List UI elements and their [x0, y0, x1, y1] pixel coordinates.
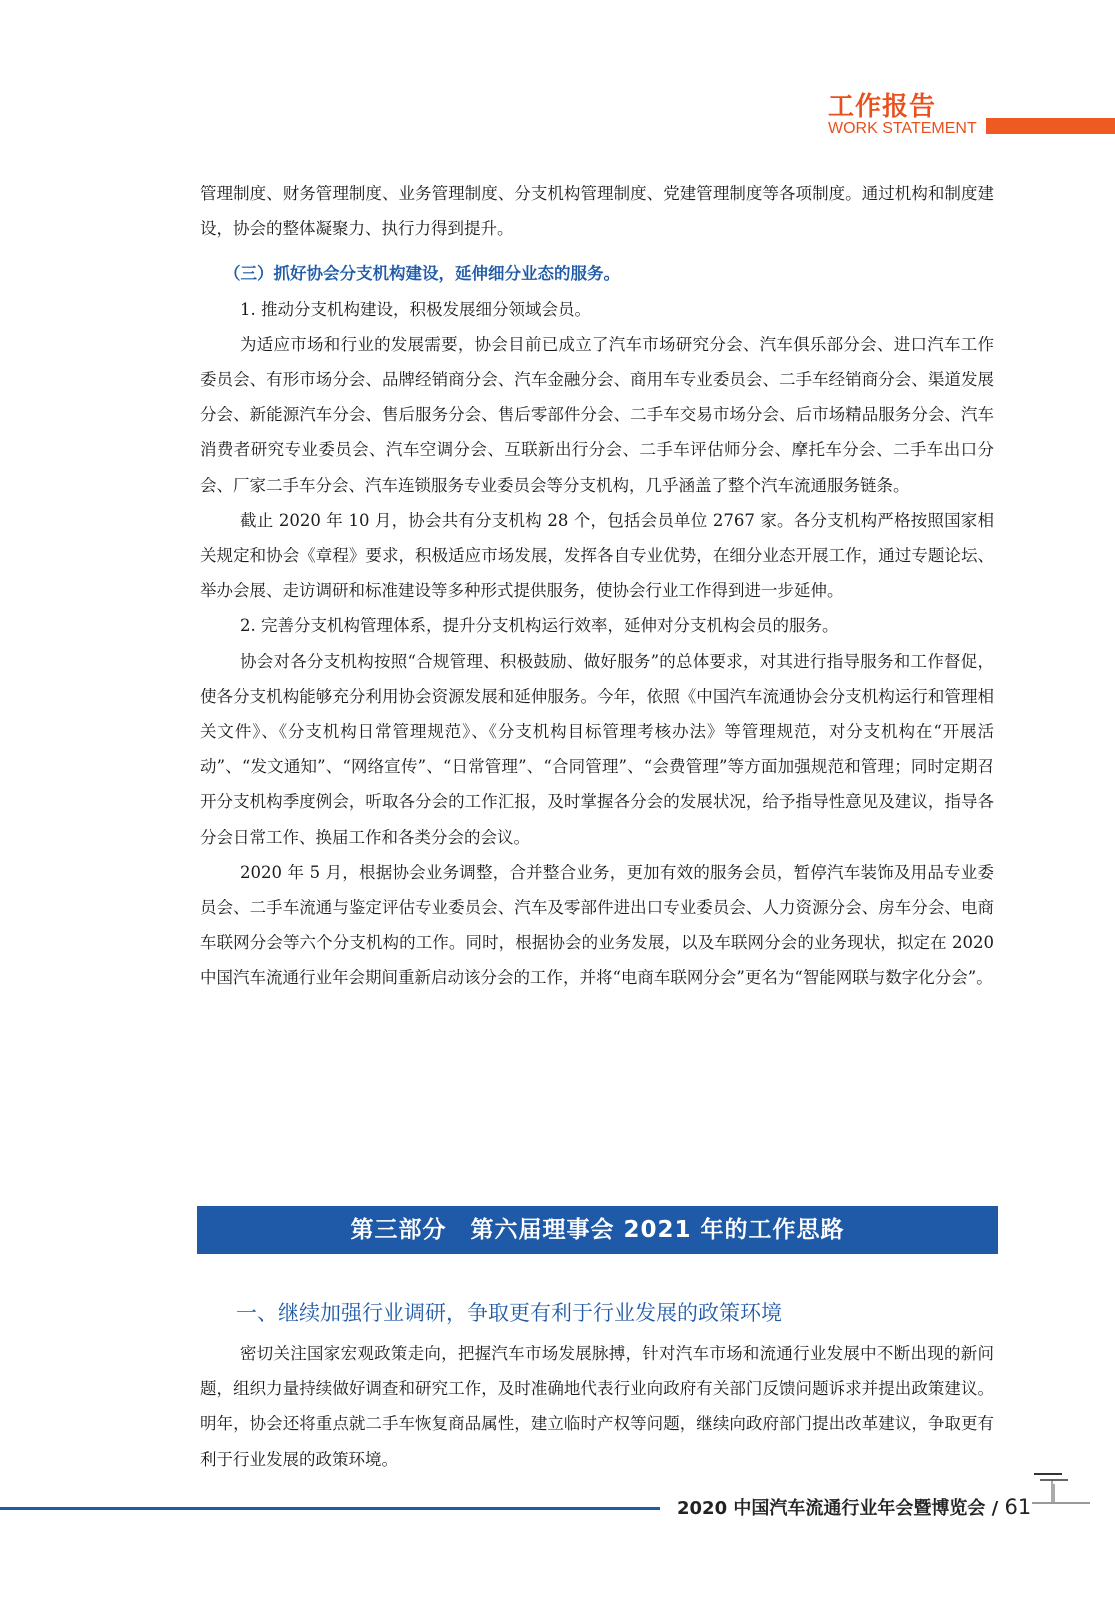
- part-three-banner: 第三部分 第六届理事会 2021 年的工作思路: [197, 1206, 998, 1254]
- body-text-section: [200, 176, 994, 996]
- paragraph-continuation: 管理制度、财务管理制度、业务管理制度、分支机构管理制度、党建管理制度等各项制度。通过机构和制度建设，协会的整体凝聚力、执行力得到提升。: [200, 184, 994, 239]
- page-number: 61: [1004, 1495, 1032, 1519]
- paragraph-adjustment: 2020 年 5 月，根据协会业务调整，合并整合业务，更加有效的服务会员，暂停汽车装饰及用品专业委员会、二手车流通与鉴定评估专业委员会、汽车及零部件进出口专业委员会、人力资源分会、房车分会、电商车联网分会等六个分支机构的工作。同时，根据协会的业务发展，以及车联网分会的业务现状，拟定在 2020 中国汽车流通行业年会期间重新启动该分会的工作，并将“电商车联网分会”更名为“智能网联与数字化分会”。: [200, 862, 994, 988]
- part-three-section: [200, 1294, 994, 1477]
- paragraph-management: 协会对各分支机构按照“合规管理、积极鼓励、做好服务”的总体要求，对其进行指导服务和工作督促，使各分支机构能够充分利用协会资源发展和延伸服务。今年，依照《中国汽车流通协会分支机构运行和管理相关文件》、《分支机构日常管理规范》、《分支机构目标管理考核办法》等管理规范，对分支机构在“开展活动”、“发文通知”、“网络宣传”、“日常管理”、“合同管理”、“会费管理”等方面加强规范和管理；同时定期召开分支机构季度例会，听取各分会的工作汇报，及时掌握各分会的发展状况，给予指导性意见及建议，指导各分会日常工作、换届工作和各类分会的会议。: [200, 651, 994, 847]
- header-subtitle: WORK STATEMENT: [828, 120, 977, 137]
- footer-title: 2020 中国汽车流通行业年会暨博览会: [677, 1498, 986, 1519]
- section-three-heading: （三）抓好协会分支机构建设，延伸细分业态的服务。: [224, 264, 620, 284]
- section-one-heading: 一、继续加强行业调研，争取更有利于行业发展的政策环境: [236, 1301, 782, 1325]
- footer: [677, 1494, 1031, 1520]
- footer-rule: [0, 1507, 660, 1510]
- paragraph-branches-list: 为适应市场和行业的发展需要，协会目前已成立了汽车市场研究分会、汽车俱乐部分会、进口汽车工作委员会、有形市场分会、品牌经销商分会、汽车金融分会、商用车专业委员会、二手车经销商分会、渠道发展分会、新能源汽车分会、售后服务分会、售后零部件分会、二手车交易市场分会、后市场精品服务分会、汽车消费者研究专业委员会、汽车空调分会、互联新出行分会、二手车评估师分会、摩托车分会、二手车出口分会、厂家二手车分会、汽车连锁服务专业委员会等分支机构，几乎涵盖了整个汽车流通服务链条。: [200, 334, 994, 495]
- paragraph-policy-research: 密切关注国家宏观政策走向，把握汽车市场发展脉搏，针对汽车市场和流通行业发展中不断出现的新问题，组织力量持续做好调查和研究工作，及时准确地代表行业向政府有关部门反馈问题诉求并提出政策建议。明年，协会还将重点就二手车恢复商品属性，建立临时产权等问题，继续向政府部门提出改革建议，争取更有利于行业发展的政策环境。: [200, 1344, 994, 1469]
- footer-separator: /: [985, 1498, 1005, 1519]
- item-two-heading: 2. 完善分支机构管理体系，提升分支机构运行效率，延伸对分支机构会员的服务。: [240, 616, 839, 636]
- building-decoration-icon: [1032, 1470, 1092, 1510]
- header-title: 工作报告: [828, 92, 937, 122]
- item-one-heading: 1. 推动分支机构建设，积极发展细分领域会员。: [240, 299, 591, 319]
- paragraph-branch-count: 截止 2020 年 10 月，协会共有分支机构 28 个，包括会员单位 2767 家。各分支机构严格按照国家相关规定和协会《章程》要求，积极适应市场发展，发挥各自专业优势，在细分业态开展工作，通过专题论坛、举办会展、走访调研和标准建设等多种形式提供服务，使协会行业工作得到进一步延伸。: [200, 510, 994, 601]
- header-accent-bar: [986, 118, 1115, 134]
